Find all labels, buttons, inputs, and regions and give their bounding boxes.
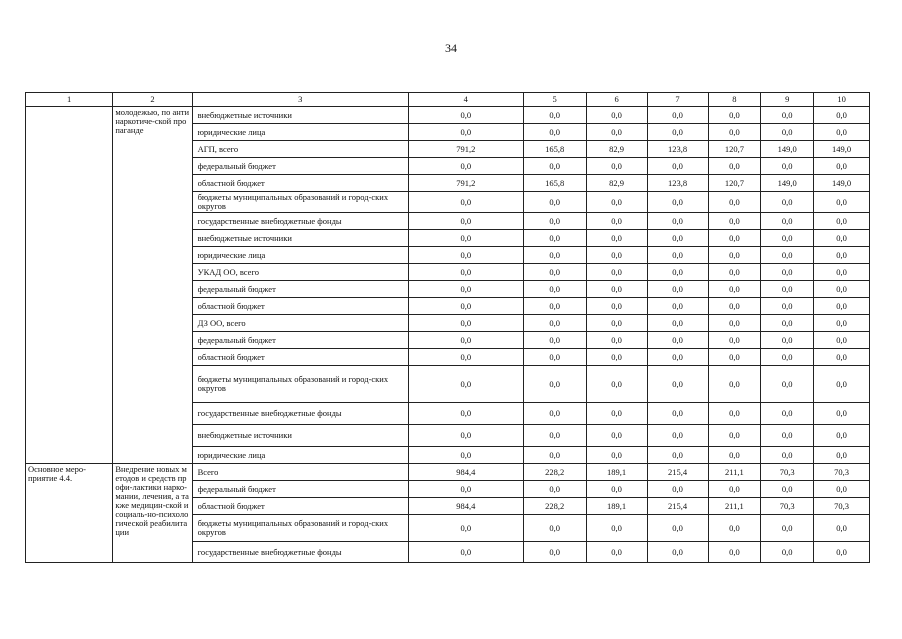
value-cell: 120,7: [708, 141, 761, 158]
value-cell: 0,0: [408, 281, 523, 298]
header-cell: 4: [408, 93, 523, 107]
value-cell: 0,0: [586, 403, 647, 425]
funding-source-cell: юридические лица: [192, 447, 408, 464]
value-cell: 0,0: [761, 315, 814, 332]
header-cell: 3: [192, 93, 408, 107]
value-cell: 0,0: [814, 542, 870, 563]
value-cell: 0,0: [408, 542, 523, 563]
funding-source-cell: бюджеты муниципальных образований и город-ских округов: [192, 366, 408, 403]
value-cell: 0,0: [814, 447, 870, 464]
header-cell: 8: [708, 93, 761, 107]
value-cell: 0,0: [647, 515, 708, 542]
value-cell: 0,0: [408, 264, 523, 281]
value-cell: 0,0: [761, 230, 814, 247]
value-cell: 0,0: [408, 425, 523, 447]
value-cell: 0,0: [814, 264, 870, 281]
value-cell: 0,0: [647, 315, 708, 332]
value-cell: 0,0: [408, 158, 523, 175]
funding-source-cell: областной бюджет: [192, 298, 408, 315]
value-cell: 0,0: [586, 192, 647, 213]
value-cell: 0,0: [647, 349, 708, 366]
value-cell: 0,0: [408, 515, 523, 542]
value-cell: 0,0: [408, 298, 523, 315]
value-cell: 0,0: [586, 230, 647, 247]
value-cell: 0,0: [708, 247, 761, 264]
value-cell: 0,0: [408, 192, 523, 213]
value-cell: 984,4: [408, 464, 523, 481]
value-cell: 70,3: [761, 498, 814, 515]
value-cell: 0,0: [708, 158, 761, 175]
value-cell: 0,0: [408, 366, 523, 403]
value-cell: 0,0: [814, 515, 870, 542]
value-cell: 70,3: [814, 464, 870, 481]
funding-source-cell: внебюджетные источники: [192, 425, 408, 447]
header-cell: 2: [113, 93, 192, 107]
value-cell: 0,0: [814, 213, 870, 230]
value-cell: 0,0: [647, 264, 708, 281]
page-number: 34: [445, 41, 457, 55]
funding-source-cell: юридические лица: [192, 124, 408, 141]
value-cell: 0,0: [408, 247, 523, 264]
value-cell: 0,0: [708, 332, 761, 349]
value-cell: 0,0: [761, 247, 814, 264]
header-cell: 9: [761, 93, 814, 107]
activity-description: молодежью, по антинаркотиче-ской пропаганде: [115, 107, 190, 135]
header-cell: 10: [814, 93, 870, 107]
value-cell: 0,0: [814, 230, 870, 247]
value-cell: 149,0: [761, 175, 814, 192]
value-cell: 0,0: [523, 192, 586, 213]
value-cell: 0,0: [647, 447, 708, 464]
value-cell: 0,0: [761, 447, 814, 464]
value-cell: 0,0: [523, 158, 586, 175]
value-cell: 0,0: [814, 247, 870, 264]
value-cell: 0,0: [408, 332, 523, 349]
activity-description: Внедрение новых методов и средств профи-лактики нарко-мании, лечения, а также медицин-ской и социаль-но-психологической реабилитации: [115, 464, 189, 537]
value-cell: 0,0: [647, 230, 708, 247]
value-cell: 0,0: [586, 315, 647, 332]
value-cell: 0,0: [408, 315, 523, 332]
value-cell: 70,3: [814, 498, 870, 515]
funding-source-cell: Всего: [192, 464, 408, 481]
funding-source-cell: федеральный бюджет: [192, 332, 408, 349]
value-cell: 0,0: [523, 315, 586, 332]
value-cell: 0,0: [647, 542, 708, 563]
value-cell: 0,0: [708, 515, 761, 542]
value-cell: 0,0: [708, 192, 761, 213]
value-cell: 0,0: [708, 298, 761, 315]
value-cell: 0,0: [586, 542, 647, 563]
value-cell: 211,1: [708, 464, 761, 481]
value-cell: 0,0: [708, 403, 761, 425]
funding-source-cell: областной бюджет: [192, 175, 408, 192]
value-cell: 0,0: [814, 425, 870, 447]
value-cell: 0,0: [814, 124, 870, 141]
value-cell: 0,0: [408, 107, 523, 124]
value-cell: 0,0: [647, 158, 708, 175]
value-cell: 0,0: [708, 542, 761, 563]
value-cell: 0,0: [708, 315, 761, 332]
value-cell: 0,0: [761, 515, 814, 542]
value-cell: 123,8: [647, 175, 708, 192]
value-cell: 0,0: [814, 158, 870, 175]
value-cell: 0,0: [708, 366, 761, 403]
value-cell: 0,0: [761, 366, 814, 403]
value-cell: 0,0: [647, 247, 708, 264]
value-cell: 0,0: [586, 107, 647, 124]
value-cell: 0,0: [708, 124, 761, 141]
header-cell: 1: [26, 93, 113, 107]
value-cell: 0,0: [647, 124, 708, 141]
value-cell: 0,0: [761, 425, 814, 447]
value-cell: 0,0: [523, 281, 586, 298]
value-cell: 0,0: [814, 298, 870, 315]
value-cell: 0,0: [647, 213, 708, 230]
value-cell: 0,0: [708, 264, 761, 281]
header-cell: 6: [586, 93, 647, 107]
value-cell: 0,0: [814, 192, 870, 213]
value-cell: 0,0: [761, 349, 814, 366]
value-cell: 0,0: [761, 192, 814, 213]
value-cell: 0,0: [761, 481, 814, 498]
value-cell: 0,0: [408, 447, 523, 464]
value-cell: 0,0: [708, 213, 761, 230]
value-cell: 0,0: [586, 213, 647, 230]
value-cell: 0,0: [761, 403, 814, 425]
value-cell: 0,0: [586, 349, 647, 366]
value-cell: 0,0: [523, 481, 586, 498]
value-cell: 0,0: [586, 124, 647, 141]
value-cell: 0,0: [708, 281, 761, 298]
value-cell: 0,0: [708, 447, 761, 464]
value-cell: 0,0: [408, 230, 523, 247]
funding-source-cell: государственные внебюджетные фонды: [192, 213, 408, 230]
value-cell: 0,0: [647, 425, 708, 447]
value-cell: 0,0: [708, 107, 761, 124]
activity-cell: [26, 464, 113, 563]
funding-source-cell: государственные внебюджетные фонды: [192, 542, 408, 563]
value-cell: 0,0: [523, 515, 586, 542]
funding-source-cell: областной бюджет: [192, 349, 408, 366]
value-cell: 0,0: [586, 332, 647, 349]
funding-source-cell: федеральный бюджет: [192, 481, 408, 498]
value-cell: 791,2: [408, 175, 523, 192]
funding-source-cell: бюджеты муниципальных образований и город-ских округов: [192, 192, 408, 213]
value-cell: 165,8: [523, 175, 586, 192]
value-cell: 0,0: [761, 124, 814, 141]
header-cell: 5: [523, 93, 586, 107]
value-cell: 0,0: [814, 349, 870, 366]
value-cell: 0,0: [761, 158, 814, 175]
activity-description-cell: [113, 464, 192, 563]
value-cell: 0,0: [523, 332, 586, 349]
value-cell: 0,0: [647, 281, 708, 298]
value-cell: 0,0: [761, 281, 814, 298]
funding-source-cell: федеральный бюджет: [192, 281, 408, 298]
funding-source-cell: бюджеты муниципальных образований и город-ских округов: [192, 515, 408, 542]
value-cell: 149,0: [761, 141, 814, 158]
activity-cell: [26, 107, 113, 464]
value-cell: 0,0: [408, 213, 523, 230]
funding-source-cell: федеральный бюджет: [192, 158, 408, 175]
value-cell: 120,7: [708, 175, 761, 192]
value-cell: 82,9: [586, 141, 647, 158]
value-cell: 0,0: [586, 281, 647, 298]
value-cell: 189,1: [586, 464, 647, 481]
value-cell: 0,0: [523, 349, 586, 366]
value-cell: 149,0: [814, 175, 870, 192]
value-cell: 0,0: [523, 264, 586, 281]
funding-source-cell: государственные внебюджетные фонды: [192, 403, 408, 425]
value-cell: 0,0: [586, 481, 647, 498]
value-cell: 0,0: [708, 481, 761, 498]
value-cell: 0,0: [647, 403, 708, 425]
value-cell: 215,4: [647, 464, 708, 481]
value-cell: 0,0: [408, 124, 523, 141]
value-cell: 0,0: [647, 332, 708, 349]
value-cell: 0,0: [523, 230, 586, 247]
table-row: [26, 464, 870, 481]
value-cell: 0,0: [647, 298, 708, 315]
value-cell: 165,8: [523, 141, 586, 158]
value-cell: 0,0: [814, 107, 870, 124]
funding-source-cell: ДЗ ОО, всего: [192, 315, 408, 332]
value-cell: 0,0: [814, 366, 870, 403]
value-cell: 0,0: [814, 315, 870, 332]
funding-source-cell: внебюджетные источники: [192, 230, 408, 247]
value-cell: 0,0: [761, 264, 814, 281]
value-cell: 0,0: [408, 403, 523, 425]
value-cell: 0,0: [761, 213, 814, 230]
value-cell: 0,0: [708, 425, 761, 447]
value-cell: 70,3: [761, 464, 814, 481]
value-cell: 189,1: [586, 498, 647, 515]
value-cell: 0,0: [814, 481, 870, 498]
value-cell: 0,0: [761, 107, 814, 124]
value-cell: 0,0: [647, 107, 708, 124]
value-cell: 0,0: [586, 447, 647, 464]
value-cell: 0,0: [523, 124, 586, 141]
value-cell: 0,0: [523, 366, 586, 403]
value-cell: 0,0: [523, 403, 586, 425]
value-cell: 0,0: [586, 264, 647, 281]
value-cell: 0,0: [586, 366, 647, 403]
activity-label: Основное меро-приятие 4.4.: [28, 464, 87, 483]
value-cell: 0,0: [586, 298, 647, 315]
funding-source-cell: УКАД ОО, всего: [192, 264, 408, 281]
value-cell: 228,2: [523, 498, 586, 515]
value-cell: 0,0: [761, 298, 814, 315]
table-row: [26, 107, 870, 124]
value-cell: 149,0: [814, 141, 870, 158]
value-cell: 82,9: [586, 175, 647, 192]
value-cell: 0,0: [708, 230, 761, 247]
value-cell: 984,4: [408, 498, 523, 515]
value-cell: 123,8: [647, 141, 708, 158]
value-cell: 0,0: [761, 332, 814, 349]
value-cell: 0,0: [408, 349, 523, 366]
value-cell: 0,0: [523, 425, 586, 447]
value-cell: 228,2: [523, 464, 586, 481]
value-cell: 0,0: [586, 425, 647, 447]
funding-source-cell: АГП, всего: [192, 141, 408, 158]
value-cell: 0,0: [408, 481, 523, 498]
budget-table: [25, 92, 870, 563]
funding-source-cell: юридические лица: [192, 247, 408, 264]
header-row: [26, 93, 870, 107]
value-cell: 0,0: [586, 158, 647, 175]
value-cell: 0,0: [814, 332, 870, 349]
value-cell: 0,0: [523, 247, 586, 264]
value-cell: 0,0: [586, 247, 647, 264]
value-cell: 0,0: [708, 349, 761, 366]
value-cell: 215,4: [647, 498, 708, 515]
value-cell: 0,0: [523, 447, 586, 464]
value-cell: 0,0: [523, 542, 586, 563]
value-cell: 0,0: [647, 481, 708, 498]
value-cell: 0,0: [523, 298, 586, 315]
value-cell: 0,0: [814, 281, 870, 298]
value-cell: 211,1: [708, 498, 761, 515]
activity-description-cell: [113, 107, 192, 464]
value-cell: 0,0: [523, 213, 586, 230]
value-cell: 0,0: [647, 366, 708, 403]
value-cell: 0,0: [761, 542, 814, 563]
value-cell: 0,0: [814, 403, 870, 425]
header-cell: 7: [647, 93, 708, 107]
funding-source-cell: областной бюджет: [192, 498, 408, 515]
funding-source-cell: внебюджетные источники: [192, 107, 408, 124]
value-cell: 0,0: [647, 192, 708, 213]
value-cell: 0,0: [523, 107, 586, 124]
value-cell: 791,2: [408, 141, 523, 158]
value-cell: 0,0: [586, 515, 647, 542]
